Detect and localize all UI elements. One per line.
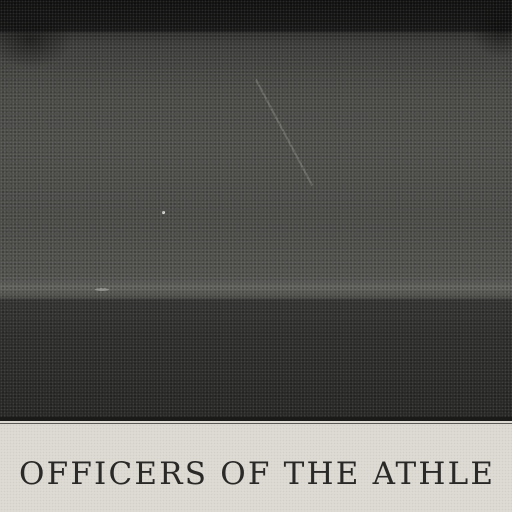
photo-border-rule — [0, 417, 512, 421]
photo-caption: OFFICERS OF THE ATHLE — [19, 456, 496, 492]
